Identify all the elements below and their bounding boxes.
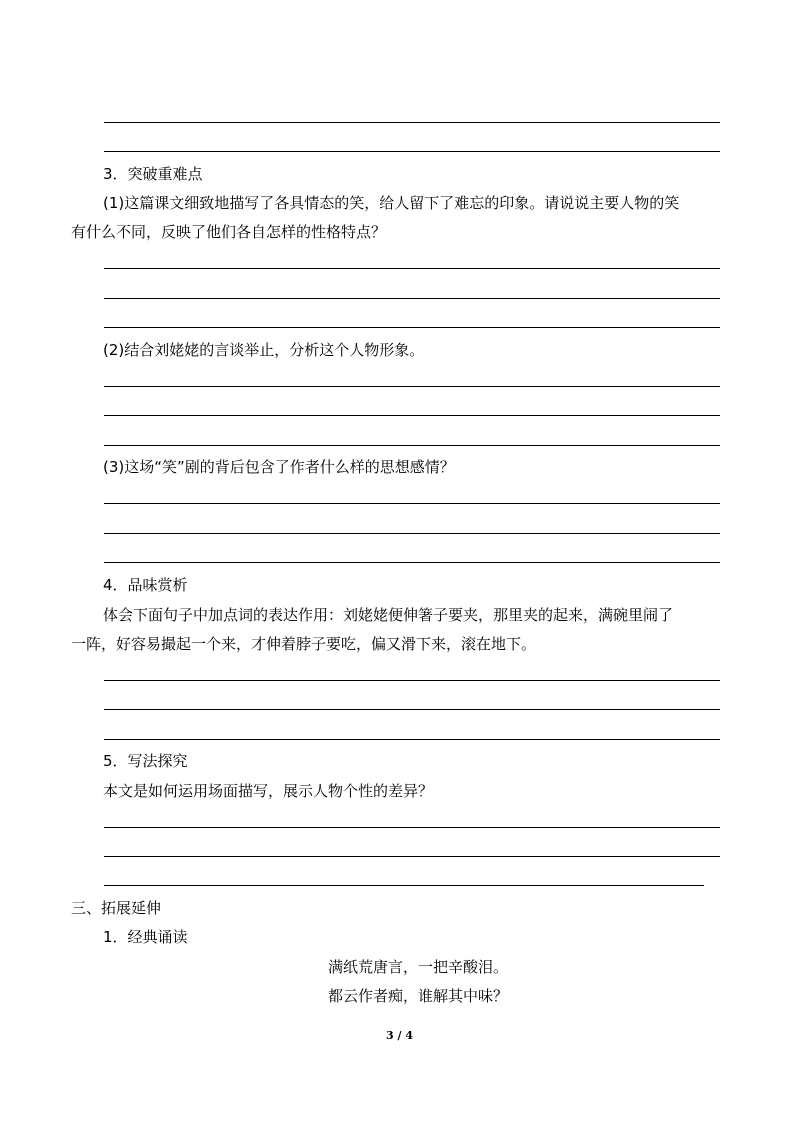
answer-line[interactable] — [104, 680, 720, 681]
answer-line[interactable] — [104, 503, 720, 504]
answer-line[interactable] — [104, 856, 720, 857]
part-3-sub-1: 1．经典诵读 — [103, 928, 188, 946]
question-1-line-1: (1)这篇课文细致地描写了各具情态的笑，给人留下了难忘的印象。请说说主要人物的笑 — [103, 194, 680, 212]
answer-line[interactable] — [104, 885, 704, 886]
question-1-line-2: 有什么不同，反映了他们各自怎样的性格特点？ — [71, 223, 387, 241]
answer-line[interactable] — [104, 562, 720, 563]
answer-line[interactable] — [104, 386, 720, 387]
poem-line-2: 都云作者痴，谁解其中味？ — [328, 987, 509, 1005]
answer-line[interactable] — [104, 122, 720, 123]
section-3-heading: 3．突破重难点 — [103, 165, 203, 183]
answer-line[interactable] — [104, 739, 720, 740]
part-3-heading: 三、拓展延伸 — [71, 899, 162, 917]
poem-line-1: 满纸荒唐言，一把辛酸泪。 — [328, 958, 509, 976]
answer-line[interactable] — [104, 827, 720, 828]
answer-line[interactable] — [104, 298, 720, 299]
question-3: (3)这场“笑”剧的背后包含了作者什么样的思想感情？ — [103, 458, 455, 476]
section-4-line-2: 一阵，好容易撮起一个来，才伸着脖子要吃，偏又滑下来，滚在地下。 — [71, 635, 537, 653]
question-2: (2)结合刘姥姥的言谈举止，分析这个人物形象。 — [103, 341, 425, 359]
section-4-line-1: 体会下面句子中加点词的表达作用：刘姥姥便伸箸子要夹，那里夹的起来，满碗里闹了 — [103, 606, 674, 624]
answer-line[interactable] — [104, 327, 720, 328]
section-5-question: 本文是如何运用场面描写，展示人物个性的差异？ — [103, 782, 434, 800]
answer-line[interactable] — [104, 445, 720, 446]
section-4-heading: 4．品味赏析 — [103, 576, 188, 594]
answer-line[interactable] — [104, 151, 720, 152]
answer-line[interactable] — [104, 533, 720, 534]
answer-line[interactable] — [104, 415, 720, 416]
section-5-heading: 5．写法探究 — [103, 752, 188, 770]
answer-line[interactable] — [104, 268, 720, 269]
answer-line[interactable] — [104, 709, 720, 710]
page-number: 3 / 4 — [386, 1029, 413, 1042]
